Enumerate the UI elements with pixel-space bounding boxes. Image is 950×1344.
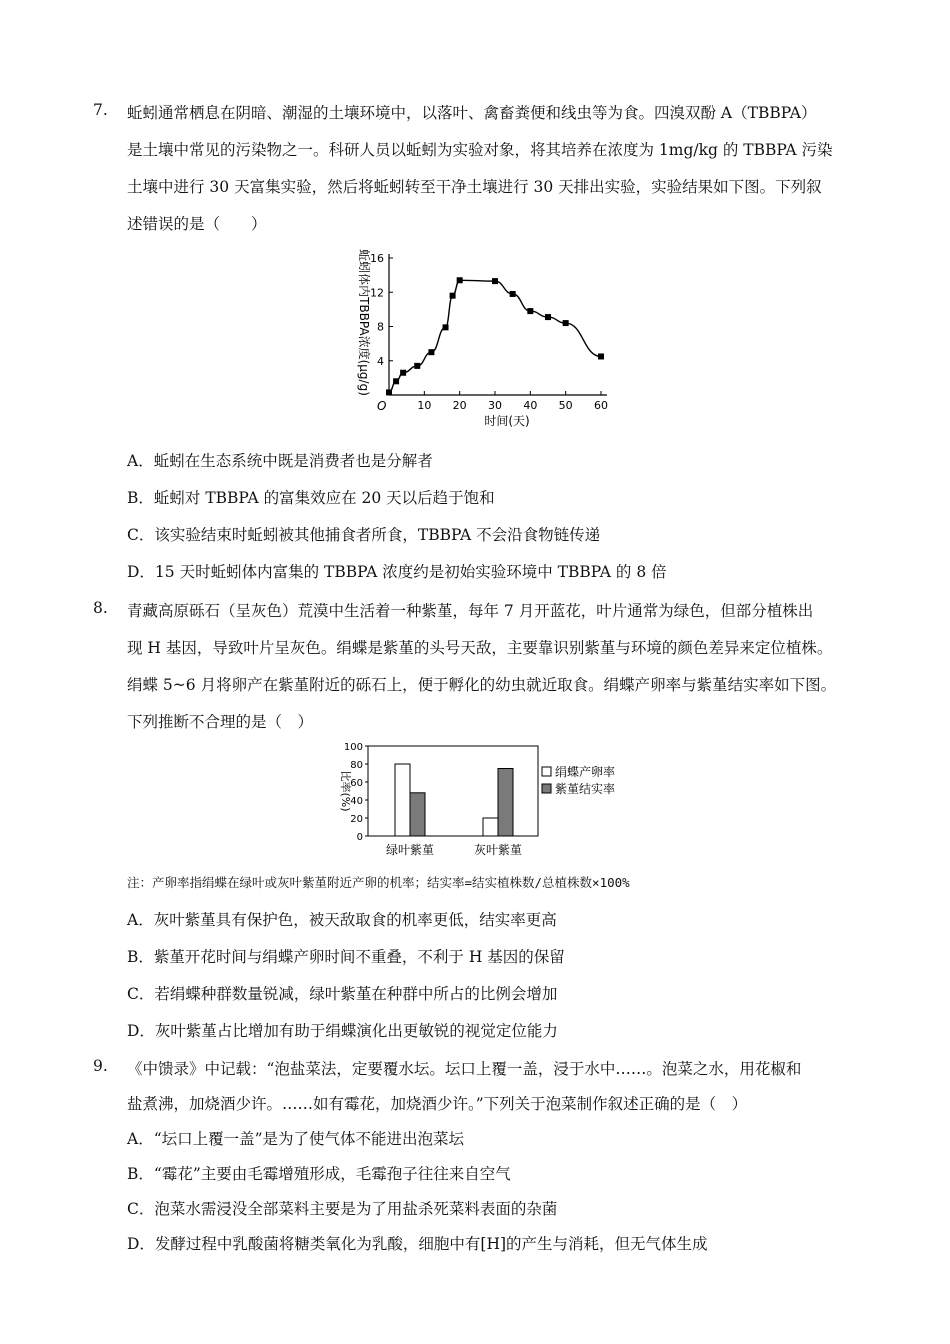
category-label: 灰叶紫堇 <box>473 843 523 857</box>
data-point <box>492 278 498 284</box>
y-axis-label: 比率(%) <box>339 770 352 812</box>
option-b[interactable]: B．紫堇开花时间与绢蝶产卵时间不重叠，不利于 H 基因的保留 <box>127 948 565 966</box>
y-tick-label: 20 <box>350 814 363 825</box>
y-tick-label: 4 <box>377 354 384 368</box>
data-point <box>386 389 392 395</box>
x-tick-label: 30 <box>488 399 502 412</box>
question-number: 9. <box>93 1057 108 1075</box>
option-c[interactable]: C．该实验结束时蚯蚓被其他捕食者所食，TBBPA 不会沿食物链传递 <box>127 526 601 544</box>
y-tick-label: 60 <box>350 778 363 789</box>
data-point <box>510 291 516 297</box>
question-text-line: 青藏高原砾石（呈灰色）荒漠中生活着一种紫堇，每年 7 月开蓝花，叶片通常为绿色，但部分植株出 <box>127 602 814 620</box>
data-point <box>414 363 420 369</box>
legend-swatch <box>542 767 551 776</box>
question-number: 7. <box>93 101 108 119</box>
data-point <box>545 314 551 320</box>
option-a[interactable]: A．“坛口上覆一盖”是为了使气体不能进出泡菜坛 <box>127 1130 465 1148</box>
data-point <box>428 349 434 355</box>
question-text-line: 盐煮沸，加烧酒少许。……如有霉花，加烧酒少许。”下列关于泡菜制作叙述正确的是（ ） <box>127 1095 748 1113</box>
bar <box>395 764 410 836</box>
data-point <box>563 320 569 326</box>
category-label: 绿叶紫堇 <box>385 843 435 857</box>
series-line <box>389 280 601 392</box>
data-point <box>400 370 406 376</box>
option-d[interactable]: D．灰叶紫堇占比增加有助于绢蝶演化出更敏锐的视觉定位能力 <box>127 1022 558 1040</box>
y-tick-label: 100 <box>343 742 363 753</box>
question-number: 8. <box>93 599 108 617</box>
option-b[interactable]: B．“霉花”主要由毛霉增殖形成，毛霉孢子往往来自空气 <box>127 1165 511 1183</box>
y-tick-label: 16 <box>370 252 384 265</box>
x-tick-label: 60 <box>594 399 608 412</box>
y-tick-label: 0 <box>356 832 363 843</box>
data-point <box>598 353 604 359</box>
question-text-line: 述错误的是（ ） <box>127 215 267 233</box>
y-tick-label: 8 <box>377 320 384 334</box>
data-point <box>457 277 463 283</box>
option-d[interactable]: D．15 天时蚯蚓体内富集的 TBBPA 浓度约是初始实验环境中 TBBPA 的 8 倍 <box>127 563 667 581</box>
data-point <box>393 378 399 384</box>
option-c[interactable]: C．若绢蝶种群数量锐减，绿叶紫堇在种群中所占的比例会增加 <box>127 985 558 1003</box>
data-point <box>527 308 533 314</box>
option-b[interactable]: B．蚯蚓对 TBBPA 的富集效应在 20 天以后趋于饱和 <box>127 489 495 507</box>
y-tick-label: 12 <box>370 286 384 300</box>
question-text-line: 是土壤中常见的污染物之一。科研人员以蚯蚓为实验对象，将其培养在浓度为 1mg/kg 的 TBBPA 污染 <box>127 141 833 159</box>
origin-label: O <box>377 399 387 413</box>
question-text-line: 下列推断不合理的是（ ） <box>127 713 314 731</box>
bar <box>410 793 425 836</box>
question-text-line: 土壤中进行 30 天富集实验，然后将蚯蚓转至干净土壤进行 30 天排出实验，实验结果如下图。下列叙 <box>127 178 822 196</box>
egg-fruit-bar-chart <box>330 738 630 863</box>
option-d[interactable]: D．发酵过程中乳酸菌将糖类氧化为乳酸，细胞中有[H]的产生与消耗，但无气体生成 <box>127 1235 708 1253</box>
question-text-line: 蚯蚓通常栖息在阴暗、潮湿的土壤环境中，以落叶、禽畜粪便和线虫等为食。四溴双酚 A（TBBPA） <box>127 104 817 122</box>
data-point <box>443 324 449 330</box>
bar <box>498 769 513 837</box>
tbbpa-line-chart <box>335 243 625 433</box>
legend-label: 绢蝶产卵率 <box>555 765 616 779</box>
y-axis-label: 蚯蚓体内TBBPA浓度(μg/g) <box>357 249 371 396</box>
option-a[interactable]: A．灰叶紫堇具有保护色，被天敌取食的机率更低，结实率更高 <box>127 911 557 929</box>
y-tick-label: 80 <box>350 760 363 771</box>
legend-label: 紫堇结实率 <box>555 782 616 796</box>
option-a[interactable]: A．蚯蚓在生态系统中既是消费者也是分解者 <box>127 452 433 470</box>
question-text-line: 绢蝶 5~6 月将卵产在紫堇附近的砾石上，便于孵化的幼虫就近取食。绢蝶产卵率与紫堇结实率如下图。 <box>127 676 837 694</box>
x-tick-label: 20 <box>452 399 467 412</box>
x-axis-label: 时间(天) <box>484 414 530 428</box>
bar <box>483 818 498 836</box>
y-tick-label: 40 <box>350 796 363 807</box>
figure-note: 注：产卵率指绢蝶在绿叶或灰叶紫堇附近产卵的机率；结实率=结实植株数/总植株数×100% <box>127 875 630 890</box>
data-point <box>450 293 456 299</box>
x-tick-label: 50 <box>558 399 573 412</box>
x-tick-label: 10 <box>417 399 432 412</box>
question-text-line: 现 H 基因，导致叶片呈灰色。绢蝶是紫堇的头号天敌，主要靠识别紫堇与环境的颜色差异来定位植株。 <box>127 639 833 657</box>
x-tick-label: 40 <box>523 399 538 412</box>
question-text-line: 《中馈录》中记载：“泡盐菜法，定要覆水坛。坛口上覆一盖，浸于水中……。泡菜之水，用花椒和 <box>127 1060 802 1078</box>
option-c[interactable]: C．泡菜水需浸没全部菜料主要是为了用盐杀死菜料表面的杂菌 <box>127 1200 558 1218</box>
legend-swatch <box>542 784 551 793</box>
